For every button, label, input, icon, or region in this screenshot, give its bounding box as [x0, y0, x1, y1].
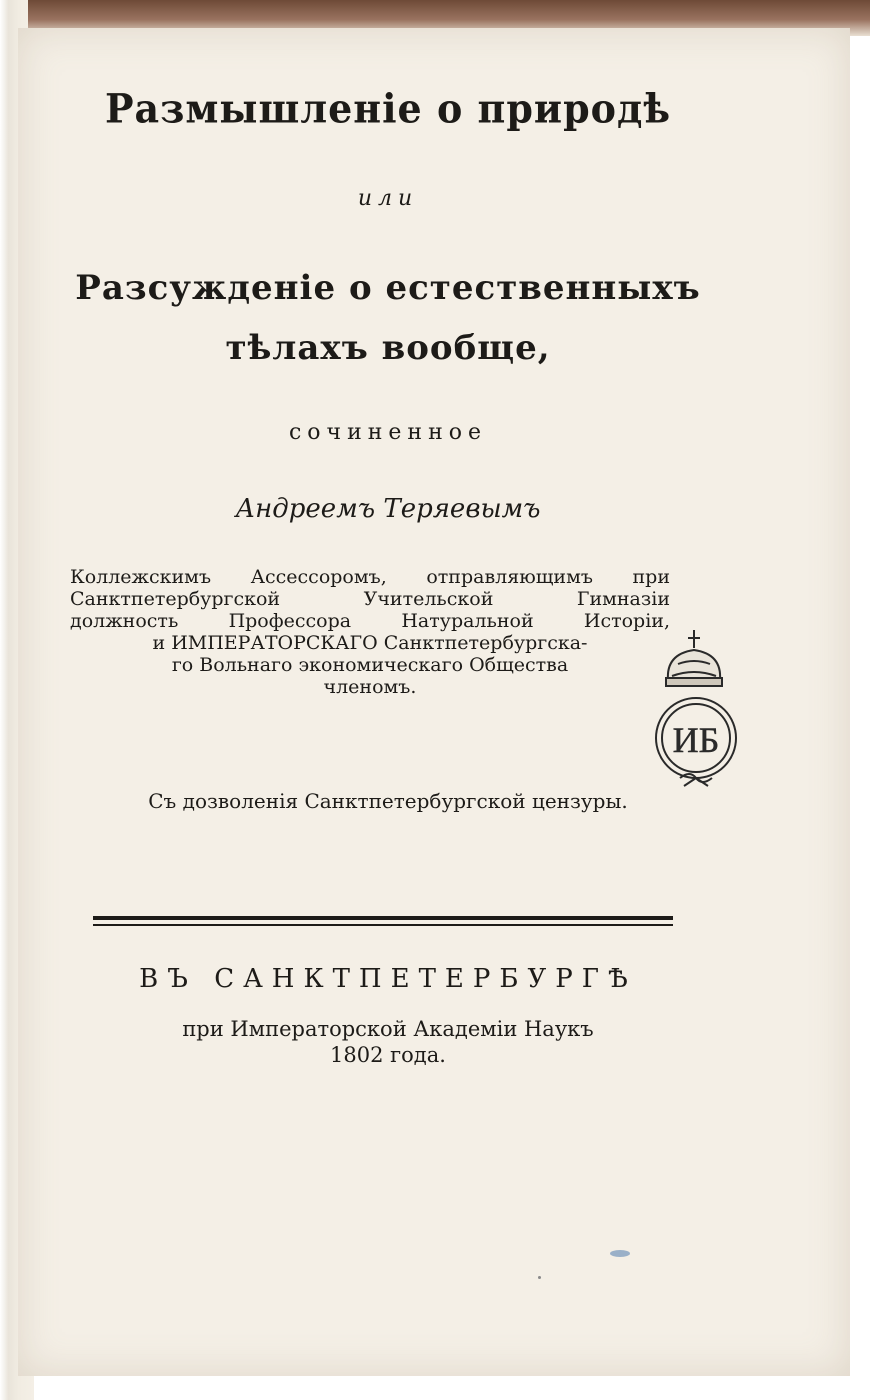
paper-stain: [610, 1250, 630, 1257]
author-name: Андреемъ Теряевымъ: [235, 494, 541, 524]
library-stamp: [650, 628, 746, 792]
author-credentials: [70, 566, 670, 698]
imprint-place: ВЪ САНКТПЕТЕРБУРГѢ: [139, 964, 637, 994]
double-rule-top: [93, 916, 673, 920]
svg-text:ИБ: ИБ: [672, 720, 720, 760]
crown-monogram-stamp-icon: [650, 628, 746, 792]
title-line-1: Размышленіе о природѣ: [104, 84, 672, 133]
credential-line: членомъ.: [323, 676, 417, 698]
credential-line: Коллежскимъ Ассессоромъ, отправляющимъ при: [70, 566, 670, 588]
credential-line: и ИМПЕРАТОРСКАГО Санктпетербургска-: [152, 632, 588, 654]
imprint-publisher: при Императорской Академіи Наукъ: [182, 1017, 594, 1041]
double-rule-bottom: [93, 924, 673, 926]
title-or: или: [357, 186, 419, 211]
credential-line: го Вольнаго экономическаго Общества: [171, 654, 569, 676]
paper-stain: [538, 1276, 541, 1279]
credential-line: Санктпетербургской Учительской Гимназіи: [70, 588, 670, 610]
title-line-3: тѣлахъ вообще,: [225, 328, 551, 368]
credential-line: должность Профессора Натуральной Исторіи,: [70, 610, 670, 632]
composed-label: сочиненное: [288, 420, 488, 445]
censorship-note: Съ дозволенія Санктпетербургской цензуры.: [148, 789, 628, 813]
title-line-2: Разсужденіе о естественныхъ: [75, 268, 701, 308]
imprint-year: 1802 года.: [330, 1043, 446, 1067]
